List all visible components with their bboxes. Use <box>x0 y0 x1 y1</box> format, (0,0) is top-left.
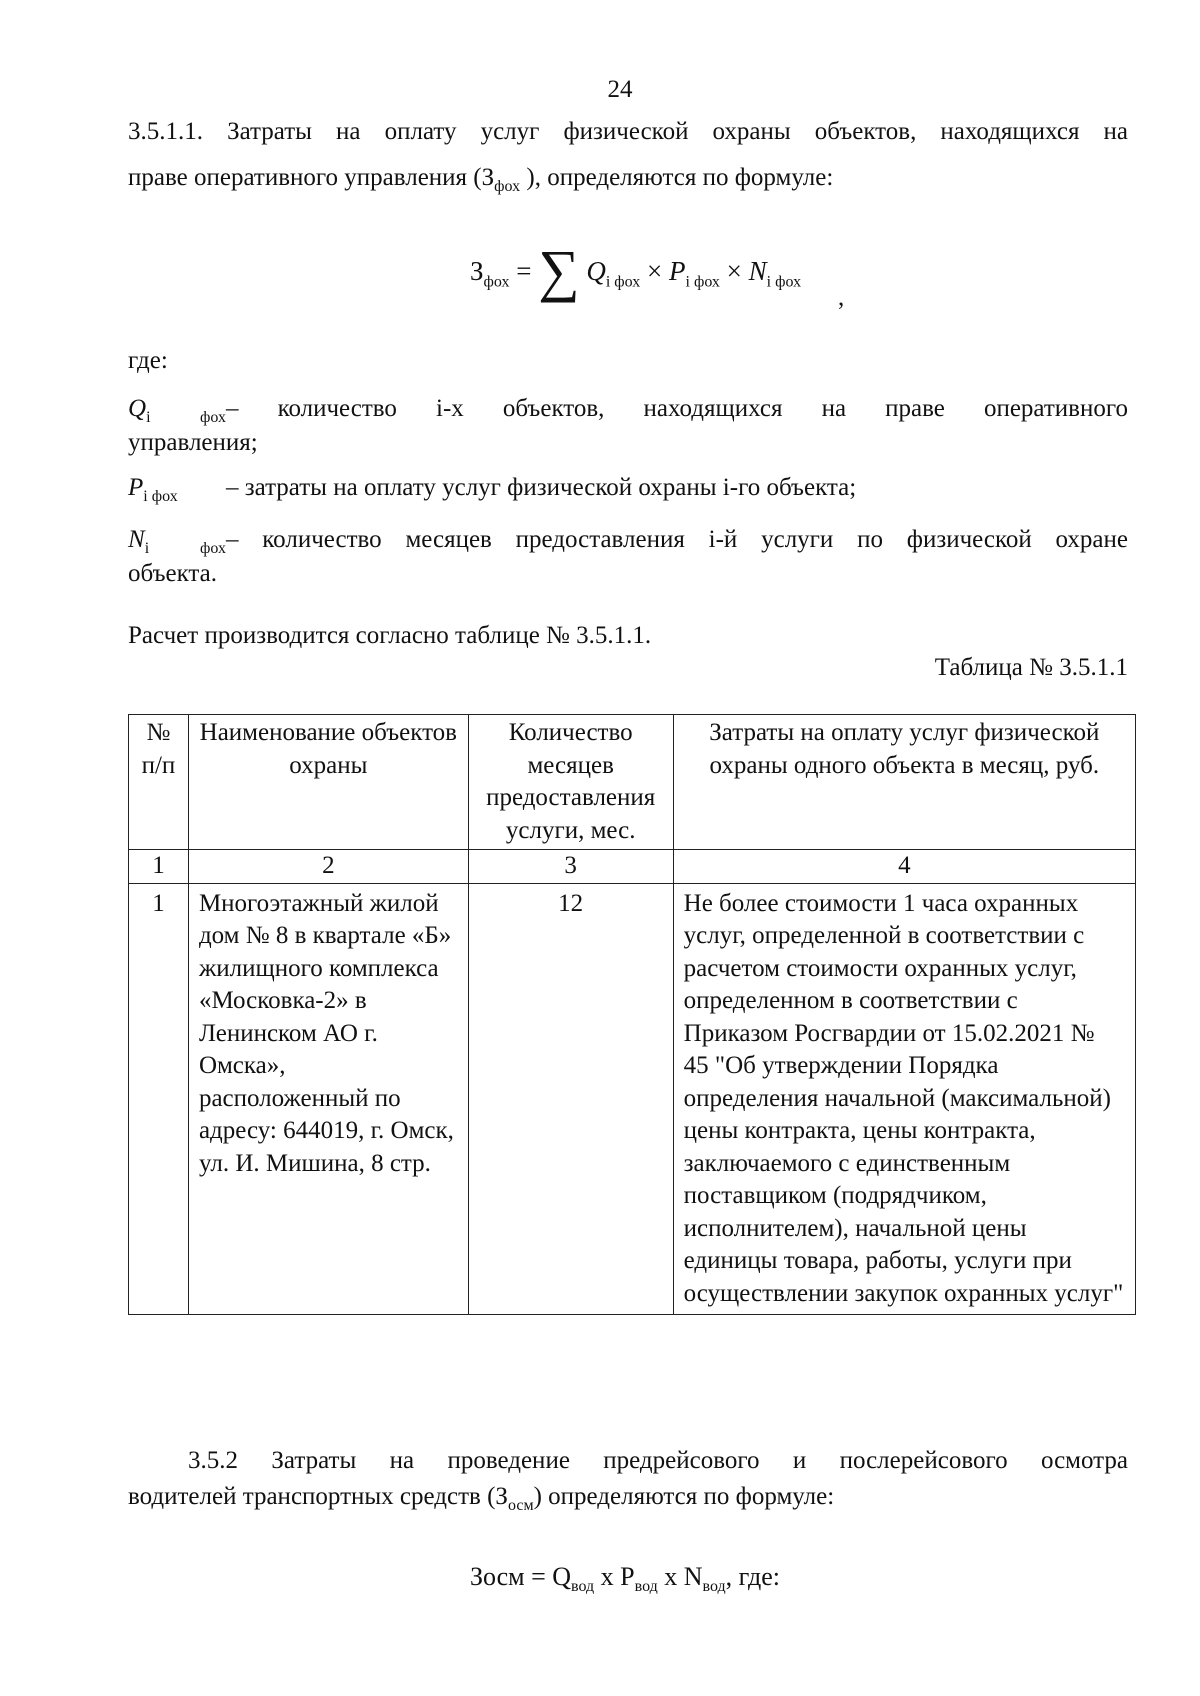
cost-symbol <box>481 164 521 195</box>
definition-n-sub: i фох <box>144 540 226 557</box>
definition-p-symbol <box>128 472 226 508</box>
formula-comma: , <box>838 284 845 311</box>
section-352-text-after: ) определяются по формуле: <box>533 1483 835 1510</box>
section-352-line2 <box>128 1481 1128 1517</box>
header-object-name: Наименование объектов охраны <box>188 715 468 850</box>
definition-q-main: Q <box>128 395 147 422</box>
section-352-sub: осм <box>507 1497 534 1514</box>
section-352-line1: 3.5.2 Затраты на проведение предрейсового и послерейсового осмотра <box>188 1447 1128 1474</box>
row-cost: Не более стоимости 1 часа охранных услуг, определенной в соответствии с расчетом стоимости охранных услуг, определенном в соответствии с Приказом Росгвардии от 15.02.2021 № 45 "Об утверждении Порядка определения начальной (максимальной) цены контракта, цены контракта, заключаемого с единственным поставщиком (подрядчиком, исполнителем), начальной цены единицы товара, работы, услуги при осуществлении закупок охранных услуг" <box>673 883 1135 1315</box>
definition-q-symbol <box>128 393 226 429</box>
formula-physical-security <box>470 232 802 303</box>
header-number: № п/п <box>129 715 189 850</box>
definition-n-symbol <box>128 524 226 560</box>
definition-p-text: – затраты на оплату услуг физической охраны i-го объекта; <box>226 474 857 501</box>
row-object-name: Многоэтажный жилой дом № 8 в квартале «Б» жилищного комплекса «Московка-2» в Ленинском АО г. Омска», расположенный по адресу: 644019, г. Омск, ул. И. Мишина, 8 стр. <box>188 883 468 1315</box>
formula-times-2: × <box>719 256 749 286</box>
definition-n <box>128 524 1128 560</box>
section-3511-line2 <box>128 162 1128 198</box>
table-caption: Таблица № 3.5.1.1 <box>934 654 1128 681</box>
definition-q-text: – количество i-х объектов, находящихся на праве оперативного <box>226 395 1128 422</box>
formula-n-main: N <box>748 256 767 286</box>
formula2-mid2: x N <box>657 1562 703 1591</box>
formula-lhs-sub: фох <box>483 273 510 291</box>
definition-q <box>128 393 1128 429</box>
definition-n-main: N <box>128 526 145 553</box>
row-number: 1 <box>129 883 189 1315</box>
definition-p <box>128 472 1128 508</box>
cost-symbol-main: З <box>481 164 495 191</box>
section-352-text-before: водителей транспортных средств (З <box>128 1483 508 1510</box>
sum-sign: ∑ <box>538 238 580 303</box>
formula-p-sub: i фох <box>685 273 720 291</box>
formula-equals: = <box>509 256 539 286</box>
where-label: где: <box>128 347 168 374</box>
cost-symbol-sub: фох <box>494 178 521 195</box>
table-header-row <box>129 715 1136 850</box>
column-number-2: 2 <box>188 850 468 884</box>
formula-q-sub: i фох <box>605 273 641 291</box>
column-number-4: 4 <box>673 850 1135 884</box>
header-cost: Затраты на оплату услуг физической охраны одного объекта в месяц, руб. <box>673 715 1135 850</box>
formula2-q-sub: вод <box>571 1578 595 1596</box>
formula2-lhs: Зосм = Q <box>469 1562 572 1591</box>
definition-q-sub: i фох <box>146 409 226 426</box>
section-3511-line1: 3.5.1.1. Затраты на оплату услуг физической охраны объектов, находящихся на <box>128 118 1128 145</box>
definition-n-text: – количество месяцев предоставления i-й услуги по физической охране <box>226 526 1128 553</box>
formula2-p-sub: вод <box>634 1578 658 1596</box>
definition-p-main: P <box>128 474 144 501</box>
formula-q-main: Q <box>586 256 606 286</box>
definition-q-line2: управления; <box>128 429 258 456</box>
formula-lhs-main: З <box>470 256 484 286</box>
column-number-3: 3 <box>468 850 673 884</box>
calculation-note: Расчет производится согласно таблице № 3.5.1.1. <box>128 622 652 649</box>
formula-n-sub: i фох <box>766 273 802 291</box>
section-3511-text-after: ), определяются по формуле: <box>526 164 834 191</box>
header-months: Количество месяцев предоставления услуги, мес. <box>468 715 673 850</box>
formula2-tail: , где: <box>725 1562 781 1591</box>
formula-p-main: P <box>669 256 686 286</box>
page-number: 24 <box>607 76 633 103</box>
formula2-n-sub: вод <box>702 1578 726 1596</box>
definition-p-sub: i фох <box>143 488 178 505</box>
table-row <box>129 883 1136 1315</box>
table-column-numbers-row <box>129 850 1136 884</box>
definition-n-line2: объекта. <box>128 560 218 587</box>
row-months: 12 <box>468 883 673 1315</box>
formula-times-1: × <box>640 256 669 286</box>
formula2-mid1: x P <box>594 1562 635 1591</box>
security-cost-table <box>128 714 1136 1315</box>
column-number-1: 1 <box>129 850 189 884</box>
formula-medical-exam <box>0 1560 1200 1598</box>
section-3511-text-before: праве оперативного управления ( <box>128 164 482 191</box>
